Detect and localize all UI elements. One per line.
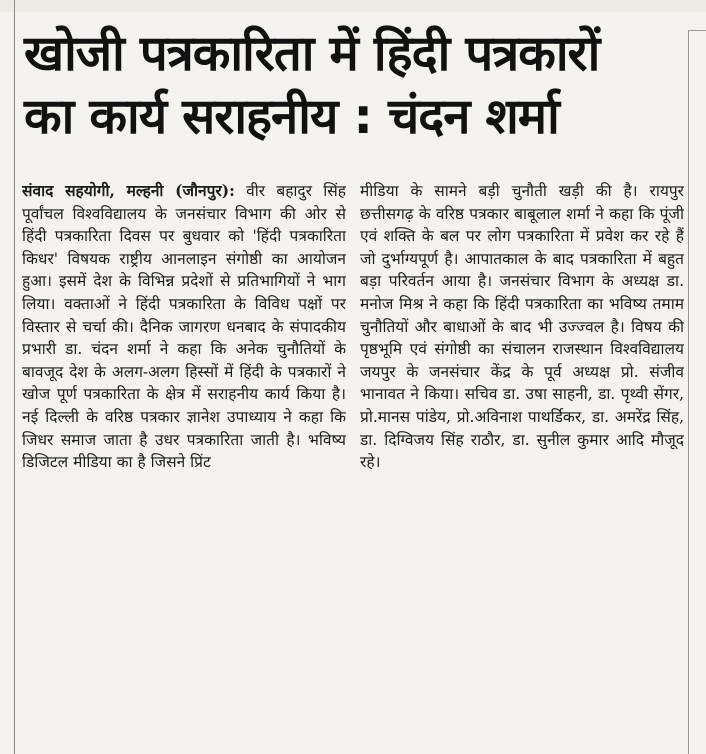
article-body <box>22 180 684 754</box>
column-2-text: मीडिया के सामने बड़ी चुनौती खड़ी की है। रायपुर छत्तीसगढ़ के वरिष्ठ पत्रकार बाबूलाल शर्मा ने कहा कि पूंजी एवं शक्ति के बल पर लोग पत्रकारिता में प्रवेश कर रहे हैं जो दुर्भाग्यपूर्ण है। आपातकाल के बाद पत्रकारिता में बहुत बड़ा परिवर्तन आया है। जनसंचार विभाग के अध्यक्ष डा. मनोज मिश्र ने कहा कि हिंदी पत्रकारिता का भविष्य तमाम चुनौतियों और बाधाओं के बाद भी उज्ज्वल है। विषय की पृष्ठभूमि एवं संगोष्ठी का संचालन राजस्थान विश्वविद्यालय जयपुर के जनसंचार केंद्र के पूर्व अध्यक्ष प्रो. संजीव भानावत ने किया। सचिव डा. उषा साहनी, डा. पृथ्वी सेंगर, प्रो.मानस पांडेय, प्रो.अविनाश पाथर्डिकर, डा. अमरेंद्र सिंह, डा. दिग्विजय सिंह राठौर, डा. सुनील कुमार आदि मौजूद रहे। <box>360 182 684 472</box>
article-column-1 <box>22 180 346 754</box>
article-headline <box>24 22 684 148</box>
headline-line-1: खोजी पत्रकारिता में हिंदी पत्रकारों <box>24 25 600 82</box>
article-column-2 <box>360 180 684 754</box>
left-column-rule <box>14 0 15 754</box>
column-1-text: वीर बहादुर सिंह पूर्वांचल विश्वविद्यालय के जनसंचार विभाग की ओर से हिंदी पत्रकारिता दिवस पर बुधवार को 'हिंदी पत्रकारिता किधर' विषयक राष्ट्रीय आनलाइन संगोष्ठी का आयोजन हुआ। इसमें देश के विभिन्न प्रदेशों से प्रतिभागियों ने भाग लिया। वक्ताओं ने हिंदी पत्रकारिता के विविध पक्षों पर विस्तार से चर्चा की। दैनिक जागरण धनबाद के संपादकीय प्रभारी डा. चंदन शर्मा ने कहा कि अनेक चुनौतियों के बावजूद देश के अलग-अलग हिस्सों में हिंदी के पत्रकारों ने खोज पूर्ण पत्रकारिता के क्षेत्र में सराहनीय कार्य किया है। नई दिल्ली के वरिष्ठ पत्रकार ज्ञानेश उपाध्याय ने कहा कि जिधर समाज जाता है उधर पत्रकारिता जाती है। भविष्य डिजिटल मीडिया का है जिसने प्रिंट <box>22 182 346 472</box>
headline-line-2: का कार्य सराहनीय : चंदन शर्मा <box>24 88 559 145</box>
right-column-rule <box>688 30 689 754</box>
right-rule-corner <box>688 30 706 31</box>
dateline: संवाद सहयोगी, मल्हनी (जौनपुर): <box>22 181 235 200</box>
top-edge <box>0 0 706 12</box>
